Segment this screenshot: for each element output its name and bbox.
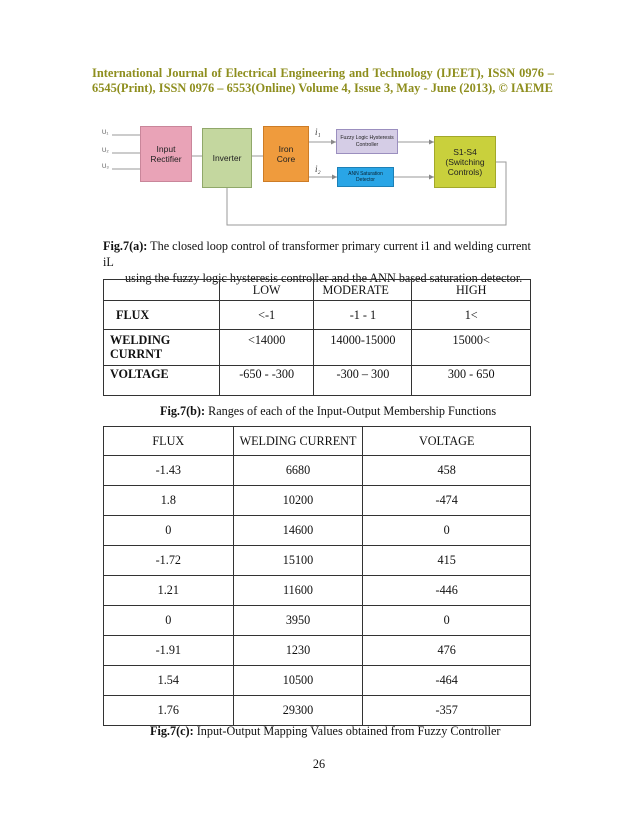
table-cell: 1.21: [104, 576, 234, 606]
table-cell: -1.91: [104, 636, 234, 666]
signal-label-i1: i₁: [315, 127, 321, 137]
block-diagram: [100, 122, 518, 234]
caption-a-label: Fig.7(a):: [103, 239, 148, 253]
input-rectifier-block: Input Rectifier: [140, 126, 192, 182]
table-cell: 1.54: [104, 666, 234, 696]
table-cell: 10200: [233, 486, 363, 516]
table-cell: 0: [104, 606, 234, 636]
input-output-mapping-table: [103, 426, 531, 726]
header-cell-moderate: MODERATE: [314, 280, 412, 301]
header-cell-low: LOW: [219, 280, 314, 301]
table-cell: -446: [363, 576, 531, 606]
header-cell-welding-current: WELDING CURRENT: [233, 427, 363, 456]
cell-high: 300 - 650: [412, 366, 531, 396]
table-row: [104, 606, 531, 636]
header-cell-high: HIGH: [412, 280, 531, 301]
cell-low: <14000: [219, 330, 314, 366]
table-header-row: [104, 280, 531, 301]
fuzzy-controller-block: Fuzzy Logic Hysteresis Controller: [336, 129, 398, 154]
cell-moderate: -1 - 1: [314, 301, 412, 330]
membership-range-table: [103, 279, 531, 396]
header-cell-voltage: VOLTAGE: [363, 427, 531, 456]
table-cell: -464: [363, 666, 531, 696]
input-label-u3: U₃: [102, 164, 109, 170]
table-cell: -1.43: [104, 456, 234, 486]
table-row: [104, 301, 531, 330]
table-cell: 415: [363, 546, 531, 576]
table-row: [104, 636, 531, 666]
table-row: [104, 366, 531, 396]
row-label-voltage: VOLTAGE: [104, 366, 220, 396]
caption-b-label: Fig.7(b):: [160, 404, 206, 418]
table-row: [104, 696, 531, 726]
table-cell: 1.8: [104, 486, 234, 516]
switching-controls-block: S1-S4 (Switching Controls): [434, 136, 496, 188]
table-cell: -1.72: [104, 546, 234, 576]
table-row: [104, 456, 531, 486]
table-cell: 3950: [233, 606, 363, 636]
page-number: 26: [312, 757, 326, 771]
figure-caption-b: [160, 403, 496, 419]
table-row: [104, 576, 531, 606]
table-cell: 1.76: [104, 696, 234, 726]
table-cell: 476: [363, 636, 531, 666]
inverter-block: Inverter: [202, 128, 252, 188]
table-cell: -357: [363, 696, 531, 726]
cell-moderate: -300 – 300: [314, 366, 412, 396]
signal-label-i2: i₂: [315, 164, 321, 174]
table-cell: 0: [104, 516, 234, 546]
cell-high: 15000<: [412, 330, 531, 366]
table-row: [104, 546, 531, 576]
table-row: [104, 516, 531, 546]
cell-high: 1<: [412, 301, 531, 330]
table-cell: 14600: [233, 516, 363, 546]
header-cell-flux: FLUX: [104, 427, 234, 456]
header-cell-empty: [104, 280, 220, 301]
table-row: [104, 330, 531, 366]
cell-moderate: 14000-15000: [314, 330, 412, 366]
row-label-welding-current: WELDING CURRNT: [104, 330, 220, 366]
table-cell: 0: [363, 516, 531, 546]
ann-detector-block: ANN Saturation Detector: [337, 167, 394, 187]
table-cell: 29300: [233, 696, 363, 726]
input-label-u1: U₁: [102, 130, 109, 136]
table-cell: 6680: [233, 456, 363, 486]
table-cell: 10500: [233, 666, 363, 696]
caption-b-text: Ranges of each of the Input-Output Membership Functions: [205, 404, 497, 418]
cell-low: <-1: [219, 301, 314, 330]
table-cell: 15100: [233, 546, 363, 576]
table-cell: 458: [363, 456, 531, 486]
figure-caption-c: [150, 723, 500, 739]
caption-a-line2: using the fuzzy logic hysteresis controller and the ANN based saturation detector.: [125, 271, 523, 285]
caption-c-text: Input-Output Mapping Values obtained from Fuzzy Controller: [193, 724, 501, 738]
journal-header: International Journal of Electrical Engineering and Technology (IJEET), ISSN 0976 – 6545(Print), ISSN 0976 – 6553(Online) Volume 4, Issue 3, May - June (2013), © IAEME: [92, 66, 554, 95]
table-cell: -474: [363, 486, 531, 516]
caption-c-label: Fig.7(c):: [150, 724, 194, 738]
table-row: [104, 486, 531, 516]
input-label-u2: U₂: [102, 148, 109, 154]
mapping-table-body: [104, 456, 531, 726]
table-cell: 11600: [233, 576, 363, 606]
table-cell: 1230: [233, 636, 363, 666]
caption-a-line1: The closed loop control of transformer primary current i1 and welding current iL: [103, 239, 531, 269]
cell-low: -650 - -300: [219, 366, 314, 396]
row-label-flux: FLUX: [104, 301, 220, 330]
iron-core-block: Iron Core: [263, 126, 309, 182]
table-cell: 0: [363, 606, 531, 636]
table-row: [104, 666, 531, 696]
table-header-row: [104, 427, 531, 456]
